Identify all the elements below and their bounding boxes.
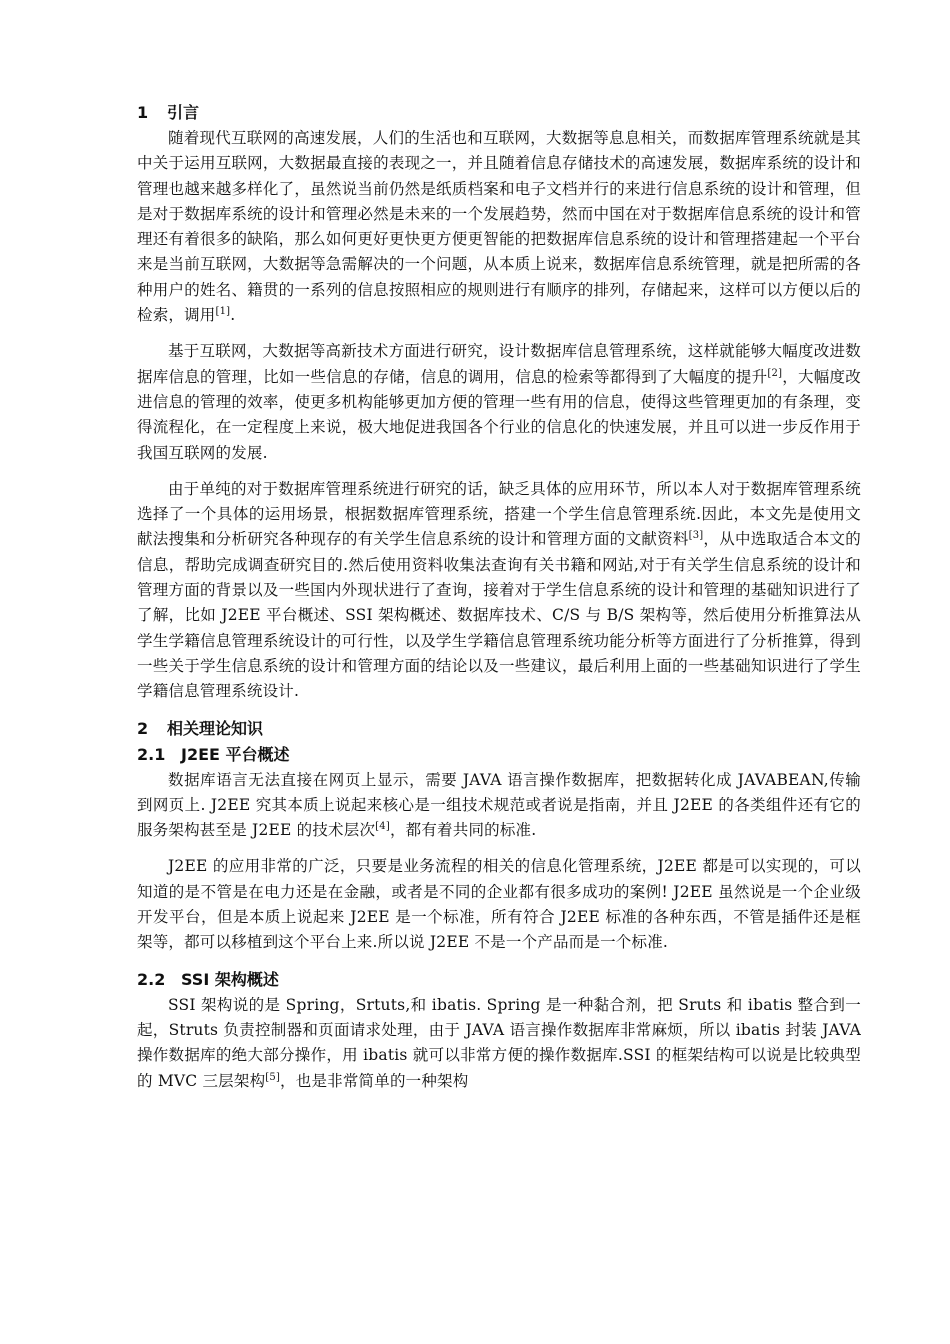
section-heading-1 xyxy=(137,100,861,126)
section-number: 2.2 xyxy=(137,969,166,989)
subsection-heading-2-1 xyxy=(137,742,861,768)
section-number: 1 xyxy=(137,103,149,122)
paragraph-intro-2: 基于互联网，大数据等高新技术方面进行研究，设计数据库信息管理系统，这样就能够大幅度改进数据库信息的管理，比如一些信息的存储，信息的调用，信息的检索等都得到了大幅度的提升[2]，大幅度改进信息的管理的效率，使更多机构能够更加方便的管理一些有用的信息，使得这些管理更加的有条理，变得流程化，在一定程度上来说，极大地促进我国各个行业的信息化的快速发展，并且可以进一步反作用于我国互联网的发展. xyxy=(137,342,861,462)
citation-ref[interactable]: [4] xyxy=(375,820,390,832)
section-title: J2EE 平台概述 xyxy=(181,744,290,764)
section-number: 2.1 xyxy=(137,744,166,764)
citation-ref[interactable]: [1] xyxy=(215,305,231,317)
document-page xyxy=(137,100,861,1094)
section-number: 2 xyxy=(137,718,149,738)
section-heading-2 xyxy=(137,716,861,742)
paragraph-j2ee-2: J2EE 的应用非常的广泛，只要是业务流程的相关的信息化管理系统，J2EE 都是可以实现的，可以知道的是不管是在电力还是在金融，或者是不同的企业都有很多成功的案例! J2EE 虽然说是一个企业级开发平台，但是本质上说起来 J2EE 是一个标准，所有符合 J2EE 标准的各种东西，不管是插件还是框架等，都可以移植到这个平台上来.所以说 J2EE 不是一个产品而是一个标准. xyxy=(137,857,861,952)
section-title: SSI 架构概述 xyxy=(181,969,279,989)
paragraph-intro-1: 随着现代互联网的高速发展，人们的生活也和互联网，大数据等息息相关，而数据库管理系统就是其中关于运用互联网，大数据最直接的表现之一，并且随着信息存储技术的高速发展，数据库系统的设计和管理也越来越多样化了，虽然说当前仍然是纸质档案和电子文档并行的来进行信息系统的设计和管理，但是对于数据库系统的设计和管理必然是未来的一个发展趋势，然而中国在对于数据库信息系统的设计和管理还有着很多的缺陷，那么如何更好更快更方便更智能的把数据库信息系统的设计和管理搭建起一个平台来是当前互联网，大数据等急需解决的一个问题，从本质上说来，数据库信息系统管理，就是把所需的各种用户的姓名、籍贯的一系列的信息按照相应的规则进行有顺序的排列，存储起来，这样可以方便以后的检索，调用[1]. xyxy=(137,129,861,325)
citation-ref[interactable]: [5] xyxy=(265,1071,281,1083)
citation-ref[interactable]: [3] xyxy=(688,530,704,542)
paragraph-intro-3: 由于单纯的对于数据库管理系统进行研究的话，缺乏具体的应用环节，所以本人对于数据库管理系统选择了一个具体的运用场景，根据数据库管理系统，搭建一个学生信息管理系统.因此，本文先是使用文献法搜集和分析研究各种现存的有关学生信息系统的设计和管理方面的文献资料[3]，从中选取适合本文的信息，帮助完成调查研究目的.然后使用资料收集法查询有关书籍和网站,对于有关学生信息系统的设计和管理方面的背景以及一些国内外现状进行了查询，接着对于学生信息系统的设计和管理的基础知识进行了了解，比如 J2EE 平台概述、SSI 架构概述、数据库技术、C/S 与 B/S 架构等，然后使用分析推算法从学生学籍信息管理系统设计的可行性，以及学生学籍信息管理系统功能分析等方面进行了分析推算，得到一些关于学生信息系统的设计和管理方面的结论以及一些建议，最后利用上面的一些基础知识进行了学生学籍信息管理系统设计. xyxy=(137,479,861,701)
citation-ref[interactable]: [2] xyxy=(767,367,783,379)
section-title: 相关理论知识 xyxy=(167,718,264,738)
paragraph-j2ee-1: 数据库语言无法直接在网页上显示，需要 JAVA 语言操作数据库，把数据转化成 JAVABEAN,传输到网页上. J2EE 究其本质上说起来核心是一组技术规范或者说是指南，并且 J2EE 的各类组件还有它的服务架构甚至是 J2EE 的技术层次[4]，都有着共同的标准. xyxy=(137,770,861,840)
paragraph-ssi-1: SSI 架构说的是 Spring，Srtuts,和 ibatis. Spring 是一种黏合剂，把 Sruts 和 ibatis 整合到一起，Struts 负责控制器和页面请求处理，由于 JAVA 语言操作数据库非常麻烦，所以 ibatis 封装 JAVA 操作数据库的绝大部分操作，用 ibatis 就可以非常方便的操作数据库.SSI 的框架结构可以说是比较典型的 MVC 三层架构[5]，也是非常简单的一种架构 xyxy=(137,995,861,1090)
subsection-heading-2-2 xyxy=(137,967,861,993)
section-title: 引言 xyxy=(167,103,200,122)
